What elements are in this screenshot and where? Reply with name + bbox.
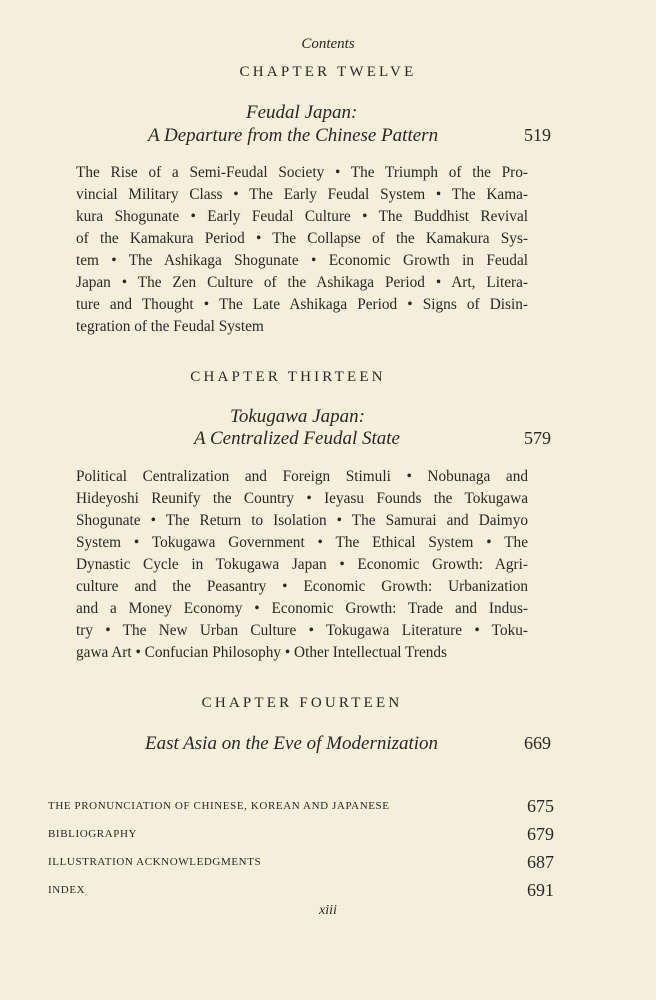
chapter-thirteen-heading: CHAPTER THIRTEEN [190, 369, 386, 385]
chapter-fourteen-page-number: 669 [524, 733, 551, 753]
back-matter-page-number: 675 [527, 796, 554, 816]
chapter-thirteen-title-line2: A Centralized Feudal State [194, 428, 400, 449]
summary-line: gawa Art • Confucian Philosophy • Other Intellectual Trends [76, 644, 447, 661]
summary-line: Shogunate • The Return to Isolation • The Samurai and Daimyo [76, 512, 528, 529]
back-matter-label: INDEX [48, 884, 86, 896]
back-matter-row [48, 796, 554, 818]
back-matter-label: ILLUSTRATION ACKNOWLEDGMENTS [48, 856, 262, 868]
running-head: Contents [301, 36, 355, 52]
chapter-thirteen-title-line1: Tokugawa Japan: [230, 406, 365, 427]
chapter-twelve-title-line1: Feudal Japan: [246, 102, 358, 123]
summary-line: tegration of the Feudal System [76, 318, 264, 335]
summary-line: kura Shogunate • Early Feudal Culture • The Buddhist Revival [76, 208, 528, 225]
summary-line: ture and Thought • The Late Ashikaga Period • Signs of Disin- [76, 296, 528, 313]
summary-line: tem • The Ashikaga Shogunate • Economic Growth in Feudal [76, 252, 528, 269]
summary-line: Hideyoshi Reunify the Country • Ieyasu Founds the Tokugawa [76, 490, 528, 507]
summary-line: The Rise of a Semi-Feudal Society • The Triumph of the Pro- [76, 164, 528, 181]
chapter-twelve-title-line2: A Departure from the Chinese Pattern [148, 125, 439, 146]
back-matter-page-number: 679 [527, 824, 554, 844]
summary-line: and a Money Economy • Economic Growth: Trade and Indus- [76, 600, 528, 617]
chapter-twelve-summary [76, 162, 528, 338]
back-matter-page-number: 687 [527, 852, 554, 872]
chapter-fourteen-title: East Asia on the Eve of Modernization [145, 733, 439, 754]
summary-line: Japan • The Zen Culture of the Ashikaga Period • Art, Litera- [76, 274, 528, 291]
chapter-thirteen-summary [76, 466, 528, 664]
summary-line: System • Tokugawa Government • The Ethical System • The [76, 534, 528, 551]
page-folio: xiii [319, 903, 337, 918]
chapter-twelve-page-number: 519 [524, 125, 551, 145]
back-matter-label: BIBLIOGRAPHY [48, 828, 138, 840]
summary-line: vincial Military Class • The Early Feudal System • The Kama- [76, 186, 528, 203]
summary-line: culture and the Peasantry • Economic Growth: Urbanization [76, 578, 528, 595]
chapter-fourteen-heading: CHAPTER FOURTEEN [201, 695, 403, 711]
back-matter-row [48, 824, 554, 846]
summary-line: Political Centralization and Foreign Stimuli • Nobunaga and [76, 468, 528, 485]
back-matter-row [48, 852, 554, 874]
back-matter-row [48, 880, 554, 902]
chapter-thirteen-page-number: 579 [524, 428, 551, 448]
summary-line: try • The New Urban Culture • Tokugawa Literature • Toku- [76, 622, 528, 639]
chapter-twelve-heading: CHAPTER TWELVE [239, 64, 417, 80]
summary-line: of the Kamakura Period • The Collapse of the Kamakura Sys- [76, 230, 528, 247]
back-matter-label: THE PRONUNCIATION OF CHINESE, KOREAN AND JAPANESE [48, 800, 390, 812]
summary-line: Dynastic Cycle in Tokugawa Japan • Economic Growth: Agri- [76, 556, 528, 573]
back-matter-page-number: 691 [527, 880, 554, 900]
